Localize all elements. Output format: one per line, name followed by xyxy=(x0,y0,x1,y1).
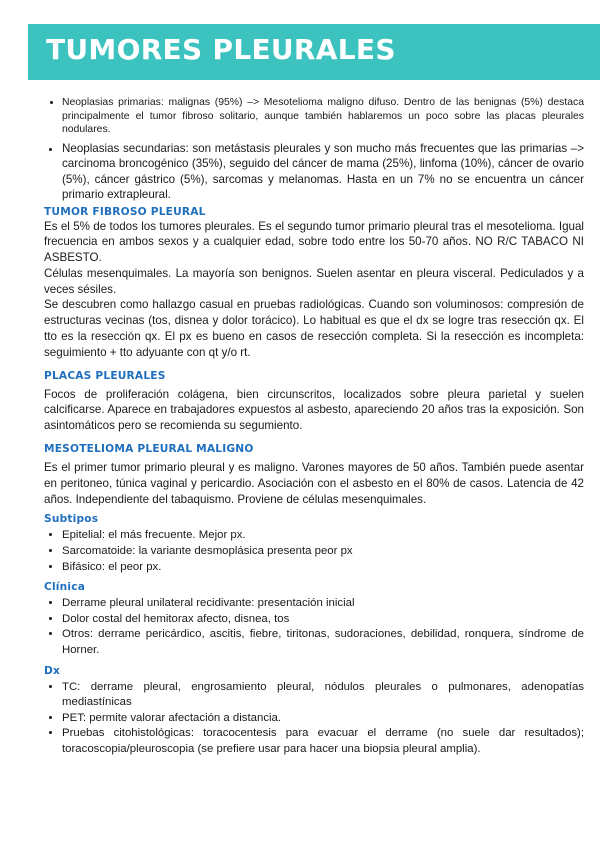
list-item: • Neoplasias primarias: malignas (95%) –> Mesotelioma maligno difuso. Dentro de las benignas (5%) destaca principalmente el tumor fibroso solitario, aunque también hablaremos un poco sobre las placas pleurales nodulares. xyxy=(62,96,584,137)
paragraph: Es el primer tumor primario pleural y es maligno. Varones mayores de 50 años. También puede asentar en peritoneo, túnica vaginal y pericardio. Asociación con el asbesto en el 80% de casos. Latencia de 42 años. Independiente del tabaquismo. Proviene de células mesenquimales. xyxy=(44,461,584,506)
subheading-clinica: Clínica xyxy=(44,581,86,594)
list-item: • Sarcomatoide: la variante desmoplásica presenta peor px xyxy=(62,544,584,560)
paragraph: Es el 5% de todos los tumores pleurales. Es el segundo tumor primario pleural tras el mesotelioma. Igual frecuencia en ambos sexos y a cualquier edad, sobre todo entre los 50-70 años. NO R/C TABACO NI ASBESTO. xyxy=(44,219,584,265)
intro-list xyxy=(44,96,584,203)
dx-list xyxy=(44,680,584,758)
list-item: • PET: permite valorar afectación a distancia. xyxy=(62,711,584,727)
subheading-dx: Dx xyxy=(44,664,61,677)
section-heading-placas: PLACAS PLEURALES xyxy=(44,369,166,382)
clinica-list xyxy=(44,596,584,658)
list-item: • Derrame pleural unilateral recidivante: presentación inicial xyxy=(62,596,584,612)
list-item: • Epitelial: el más frecuente. Mejor px. xyxy=(62,528,584,544)
list-item: • TC: derrame pleural, engrosamiento pleural, nódulos pleurales o pulmonares, adenopatías mediastínicas xyxy=(62,680,584,711)
list-item: • Otros: derrame pericárdico, ascitis, fiebre, tiritonas, sudoraciones, debilidad, ronquera, síndrome de Horner. xyxy=(62,627,584,658)
paragraph: Se descubren como hallazgo casual en pruebas radiológicas. Cuando son voluminosos: compresión de estructuras vecinas (tos, disnea y dolor torácico). Lo habitual es que el dx se logre tras resección qx. El tto es la resección qx. El px es bueno en casos de resección completa. Si la resección es incompleta: seguimiento + tto adyuante con qt y/o rt. xyxy=(44,298,584,359)
section-heading-mesotelioma: MESOTELIOMA PLEURAL MALIGNO xyxy=(44,443,254,456)
paragraph: Focos de proliferación colágena, bien circunscritos, localizados sobre pleura parietal y suelen calcificarse. Aparece en trabajadores expuestos al asbesto, apareciendo 20 años tras la exposición. Son asintomáticos pero se recomienda su segumiento. xyxy=(44,387,584,433)
section-heading-tumor-fibroso: TUMOR FIBROSO PLEURAL xyxy=(44,205,206,218)
paragraph: Células mesenquimales. La mayoría son benignos. Suelen asentar en pleura visceral. Pediculados y a veces sésiles. xyxy=(44,266,584,296)
page-title: TUMORES PLEURALES xyxy=(46,33,396,66)
subtipos-list xyxy=(44,528,584,575)
list-item: • Dolor costal del hemitorax afecto, disnea, tos xyxy=(62,612,584,628)
list-item: • Neoplasias secundarias: son metástasis pleurales y son mucho más frecuentes que las primarias –> carcinoma broncogénico (35%), seguido del cáncer de mama (25%), linfoma (10%), cáncer de ovario (5%), cáncer gástrico (5%), sarcomas y melanomas. Hasta en un 7% no se encuentra un cáncer primario extrapleural. xyxy=(62,141,584,203)
title-banner xyxy=(28,24,600,80)
document-body xyxy=(44,96,584,758)
list-item: • Bifásico: el peor px. xyxy=(62,560,584,576)
list-item: • Pruebas citohistológicas: toracocentesis para evacuar el derrame (no suele dar resultados); toracoscopia/pleuroscopia (se prefiere usar para hacer una biopsia pleural amplia). xyxy=(62,726,584,757)
subheading-subtipos: Subtipos xyxy=(44,513,99,526)
